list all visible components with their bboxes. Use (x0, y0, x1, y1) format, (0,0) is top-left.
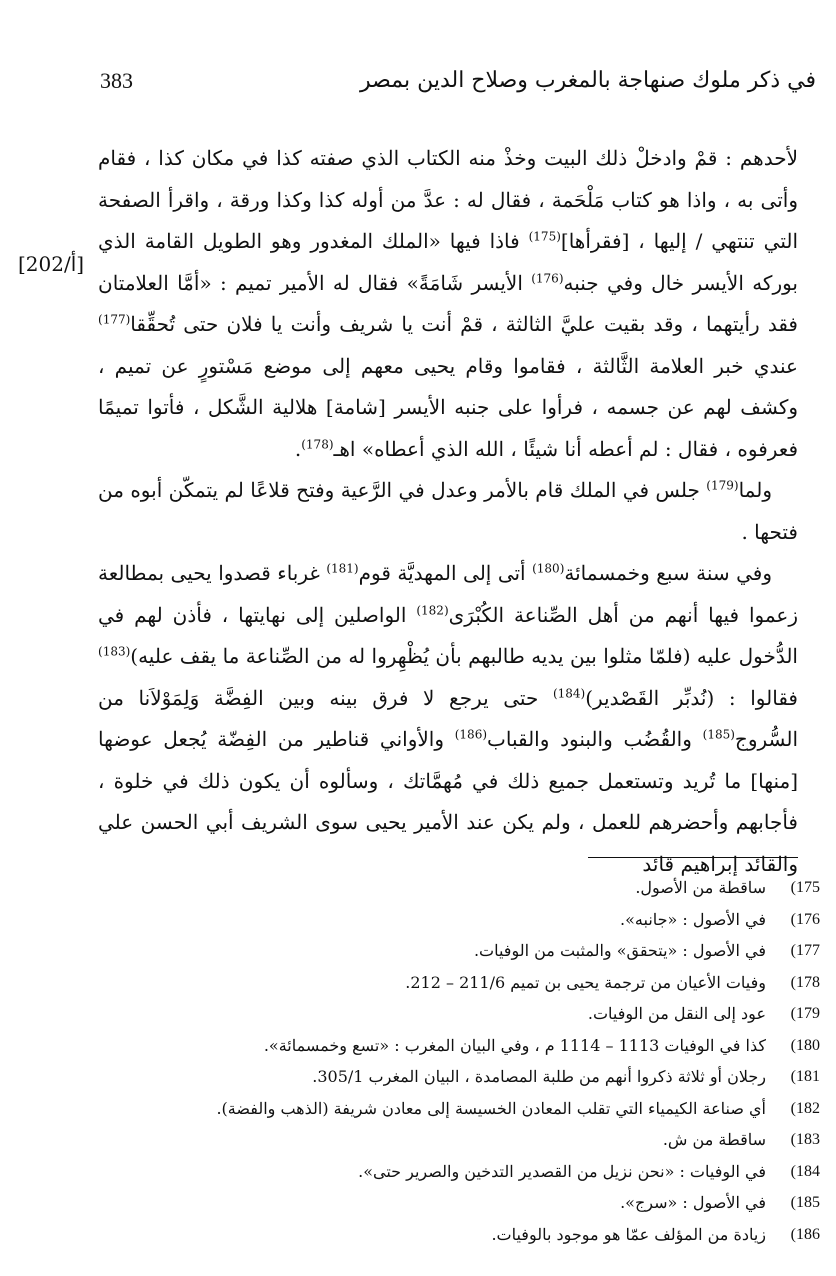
text-run: فقالوا : (نُدبِّر القَصْدير) (585, 685, 798, 710)
footnote-reference: (185) (702, 727, 735, 742)
footnote-reference: (178) (301, 436, 334, 451)
footnote-reference: (179) (706, 478, 739, 493)
footnote-number: 176) (790, 910, 820, 928)
text-run: عندي خبر العلامة الثَّالثة ، فقاموا وقام يحيى معهم إلى موضع مَسْتورٍ عن تميم ، وكشف لهم عن جسمه ، فرأوا على جنبه الأيسر [شامة] هلالية الشَّكل ، فأتوا تميمًا فعرفوه ، فقال : لم أعطه أنا شيئًا ، الله الذي أعطاه» اهـ (98, 353, 798, 461)
paragraph (98, 553, 798, 885)
footnote-text: ساقطة من الأصول. (635, 878, 766, 897)
footnote-text: زيادة من المؤلف عمّا هو موجود بالوفيات. (491, 1224, 766, 1244)
footnote-reference: (182) (416, 602, 449, 617)
page-header (100, 68, 816, 104)
footnote (140, 1124, 820, 1156)
footnote (140, 1187, 820, 1219)
footnote-number: 180) (790, 1036, 820, 1054)
main-text (98, 138, 798, 885)
footnote-number: 175) (790, 879, 820, 896)
text-run: وفي سنة سبع وخمسمائة (564, 561, 772, 585)
text-run: . (294, 436, 302, 461)
footnote-reference: (184) (552, 685, 586, 700)
footnote-text: كذا في الوفيات 1113 – 1114 م ، وفي البيان المغرب : «تسع وخمسمائة». (263, 1035, 766, 1055)
footnote-reference: (180) (532, 561, 565, 576)
footnote-number: 183) (790, 1131, 820, 1148)
footnote-text: ساقطة من ش. (662, 1130, 766, 1149)
footnote-separator (588, 857, 798, 858)
footnote-number: 182) (790, 1099, 820, 1117)
text-run: فاذا فيها «الملك المغدور وهو الطويل القامة الذي بوركه الأيسر خال وفي جنبه (98, 229, 799, 295)
page-number: 383 (100, 68, 133, 93)
text-run: ولما (738, 478, 772, 502)
footnote-text: رجلان أو ثلاثة ذكروا أنهم من طلبة المصامدة ، البيان المغرب 305/1. (312, 1067, 766, 1086)
footnote-number: 177) (790, 942, 820, 959)
text-run: غرباء قصدوا يحيى بمطالعة زعموا فيها أنهم من أهل الصِّناعة الكُبْرَى (98, 561, 798, 627)
text-run: والأواني قناطير من الفِضّة يُجعل عوضها [منها] ما تُريد وتستعمل جميع ذلك في مُهمَّاتك ، وسألوه أن يكون ذلك في خلوة ، فأجابهم وأحضرهم للعمل ، ولم يكن عند الأمير يحيى سوى الشريف أبي الحسن علي والقائد إبراهيم قائد (98, 727, 798, 876)
footnote-number: 179) (790, 1005, 820, 1022)
footnote-text: وفيات الأعيان من ترجمة يحيى بن تميم 211/6 – 212. (405, 972, 766, 992)
footnote-text: في الأصول : «سرج». (620, 1193, 766, 1212)
footnote-reference: (175) (528, 229, 561, 244)
footnote-number: 178) (790, 973, 820, 991)
text-run: لأحدهم : قمْ وادخلْ ذلك البيت وخذْ منه الكتاب الذي صفته كذا في مكان كذا ، فقام وأتى به ، واذا هو كتاب مَلْحَمة ، فقال له : عدَّ من أوله كذا وكذا ورقة ، واقرأ الصفحة التي تنتهي / إليها ، [فقرأها] (98, 146, 798, 253)
footnote (140, 935, 820, 967)
text-run: أتى إلى المهديَّة قوم (358, 561, 533, 585)
footnote (140, 1061, 820, 1093)
footnote-text: في الأصول : «جانبه». (620, 909, 766, 929)
footnote-reference: (183) (98, 644, 131, 659)
footnote-number: 184) (790, 1162, 820, 1180)
text-run: الواصلين إلى نهايتها ، فأذن لهم في الدُّخول عليه (فلمّا مثلوا بين يديه طالبهم بأن يُظْهِروا له من الصِّناعة ما يقف عليه) (98, 602, 798, 668)
text-run: حتى يرجع لا فرق بينه وبين الفِضَّة وَلِمَوْلاَنا من السُّروج (98, 685, 799, 751)
footnote (140, 1156, 820, 1188)
footnote-reference: (176) (531, 270, 564, 285)
footnote (140, 1093, 820, 1125)
footnote-reference: (177) (98, 312, 131, 327)
footnote (140, 998, 820, 1030)
footnote-number: 181) (790, 1068, 820, 1085)
footnote-text: عود إلى النقل من الوفيات. (587, 1004, 766, 1023)
text-run: جلس في الملك قام بالأمر وعدل في الرَّعية وفتح قلاعًا لم يتمكّن أبوه من فتحها . (98, 478, 798, 544)
text-run: الأيسر شَامَةً» فقال له الأمير تميم : «أمَّا العلامتان فقد رأيتهما ، وقد بقيت عليَّ الثالثة ، قمْ أنت يا شريف وأنت يا فلان حتى تُحقِّقا (98, 270, 798, 336)
footnote (140, 1030, 820, 1062)
footnote (140, 904, 820, 936)
footnote (140, 872, 820, 904)
paragraph (98, 470, 798, 553)
text-run: والقُضُب والبنود والقباب (487, 727, 703, 751)
footnote-text: في الأصول : «يتحقق» والمثبت من الوفيات. (473, 941, 766, 960)
footnote-number: 185) (790, 1194, 820, 1211)
folio-marker: [202/أ] (18, 252, 85, 276)
running-title: في ذكر ملوك صنهاجة بالمغرب وصلاح الدين بمصر (360, 68, 816, 93)
paragraph (98, 138, 798, 470)
footnotes (140, 872, 820, 1250)
footnote (140, 1219, 820, 1251)
footnote-text: أي صناعة الكيمياء التي تقلب المعادن الخسيسة إلى معادن شريفة (الذهب والفضة). (216, 1098, 766, 1118)
footnote-reference: (181) (326, 561, 359, 576)
footnote (140, 967, 820, 999)
footnote-text: في الوفيات : «نحن نزيل من القصدير التدخين والصرير حتى». (358, 1161, 766, 1181)
footnote-reference: (186) (454, 727, 488, 742)
footnote-number: 186) (790, 1225, 820, 1243)
